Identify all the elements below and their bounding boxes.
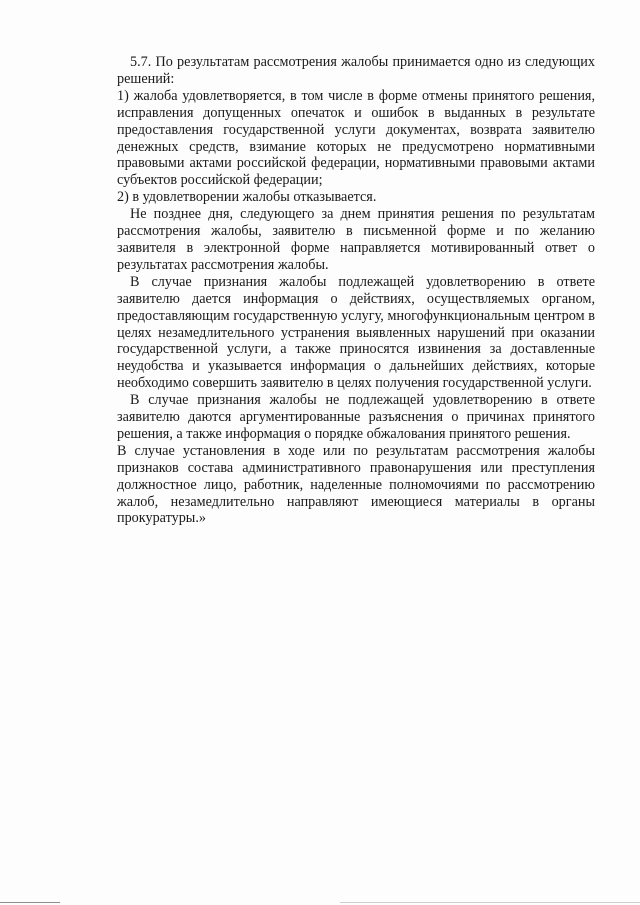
scan-edge-line-right — [340, 902, 640, 903]
paragraph-rejected-case: В случае признания жалобы не подлежащей удовлетворению в ответе заявителю даются аргументированные разъяснения о причинах принятого решения, а также информация о порядке обжалования принятого решения. — [117, 392, 595, 442]
paragraph-response-deadline: Не позднее дня, следующего за днем принятия решения по результатам рассмотрения жалобы, заявителю в письменной форме и по желанию заявителя в электронной форме направляется мотивированный ответ о результатах рассмотрения жалобы. — [117, 206, 595, 273]
paragraph-prosecution: В случае установления в ходе или по результатам рассмотрения жалобы признаков состава административного правонарушения или преступления должностное лицо, работник, наделенные полномочиями по рассмотрению жалоб, незамедлительно направляют имеющиеся материалы в органы прокуратуры.» — [117, 442, 595, 527]
paragraph-decision-2: 2) в удовлетворении жалобы отказывается. — [117, 189, 377, 206]
paragraph-decision-1: 1) жалоба удовлетворяется, в том числе в форме отмены принятого решения, исправления допущенных опечаток и ошибок в выданных в результате предоставления государственной услуги документах, возврата заявителю денежных средств, взимание которых не предусмотрено нормативными правовыми актами российской федерации, нормативными правовыми актами субъектов российской федерации; — [117, 87, 595, 189]
document-body — [117, 54, 595, 527]
paragraph-satisfied-case: В случае признания жалобы подлежащей удовлетворению в ответе заявителю дается информация о действиях, осуществляемых органом, предоставляющим государственную услугу, многофункциональным центром в целях незамедлительного устранения выявленных нарушений при оказании государственной услуги, а также приносятся извинения за доставленные неудобства и указывается информация о дальнейших действиях, которые необходимо совершить заявителю в целях получения государственной услуги. — [117, 273, 595, 392]
paragraph-5-7: 5.7. По результатам рассмотрения жалобы принимается одно из следующих решений: — [117, 54, 595, 87]
scan-edge-line — [0, 902, 60, 903]
